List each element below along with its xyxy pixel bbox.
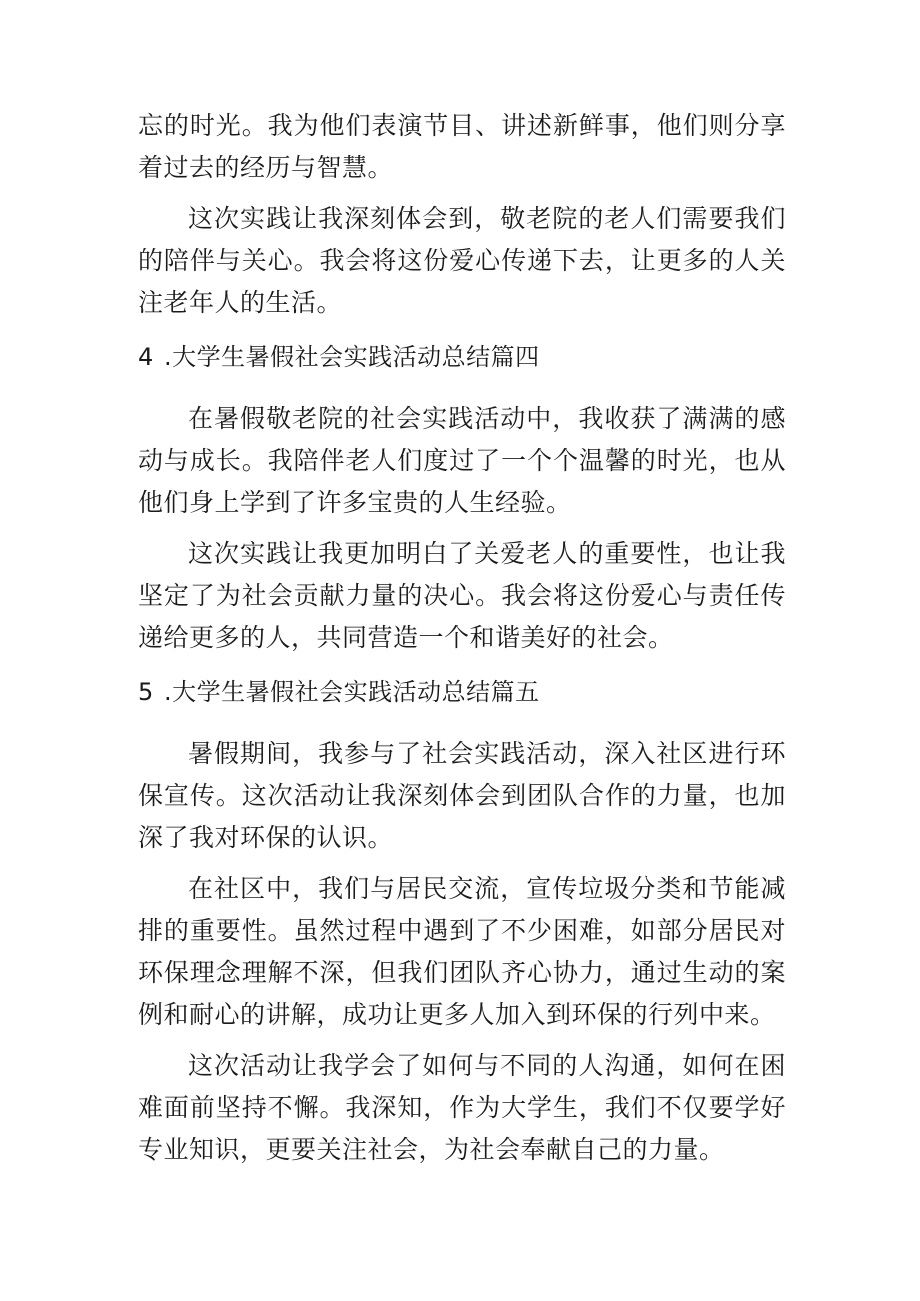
paragraph: 这次实践让我深刻体会到，敬老院的老人们需要我们的陪伴与关心。我会将这份爱心传递下去，让更多的人关注老年人的生活。 xyxy=(138,204,786,317)
section-title: .大学生暑假社会实践活动总结篇四 xyxy=(164,343,540,371)
section-heading-4 xyxy=(138,336,786,378)
section-title: .大学生暑假社会实践活动总结篇五 xyxy=(164,678,540,706)
paragraph: 暑假期间，我参与了社会实践活动，深入社区进行环保宣传。这次活动让我深刻体会到团队合作的力量，也加深了我对环保的认识。 xyxy=(138,739,786,852)
paragraph: 这次活动让我学会了如何与不同的人沟通，如何在困难面前坚持不懈。我深知，作为大学生，我们不仅要学好专业知识，更要关注社会，为社会奉献自己的力量。 xyxy=(138,1051,786,1164)
paragraph: 在暑假敬老院的社会实践活动中，我收获了满满的感动与成长。我陪伴老人们度过了一个个温馨的时光，也从他们身上学到了许多宝贵的人生经验。 xyxy=(138,404,786,517)
paragraph: 这次实践让我更加明白了关爱老人的重要性，也让我坚定了为社会贡献力量的决心。我会将这份爱心与责任传递给更多的人，共同营造一个和谐美好的社会。 xyxy=(138,539,786,652)
paragraph: 在社区中，我们与居民交流，宣传垃圾分类和节能减排的重要性。虽然过程中遇到了不少困难，如部分居民对环保理念理解不深，但我们团队齐心协力，通过生动的案例和耐心的讲解，成功让更多人加入到环保的行列中来。 xyxy=(138,874,786,1029)
document-body xyxy=(138,105,786,1180)
section-number: 5 xyxy=(138,678,154,706)
section-number: 4 xyxy=(138,343,154,371)
section-heading-5 xyxy=(138,671,786,713)
paragraph-continuation: 忘的时光。我为他们表演节目、讲述新鲜事，他们则分享着过去的经历与智慧。 xyxy=(138,111,786,182)
